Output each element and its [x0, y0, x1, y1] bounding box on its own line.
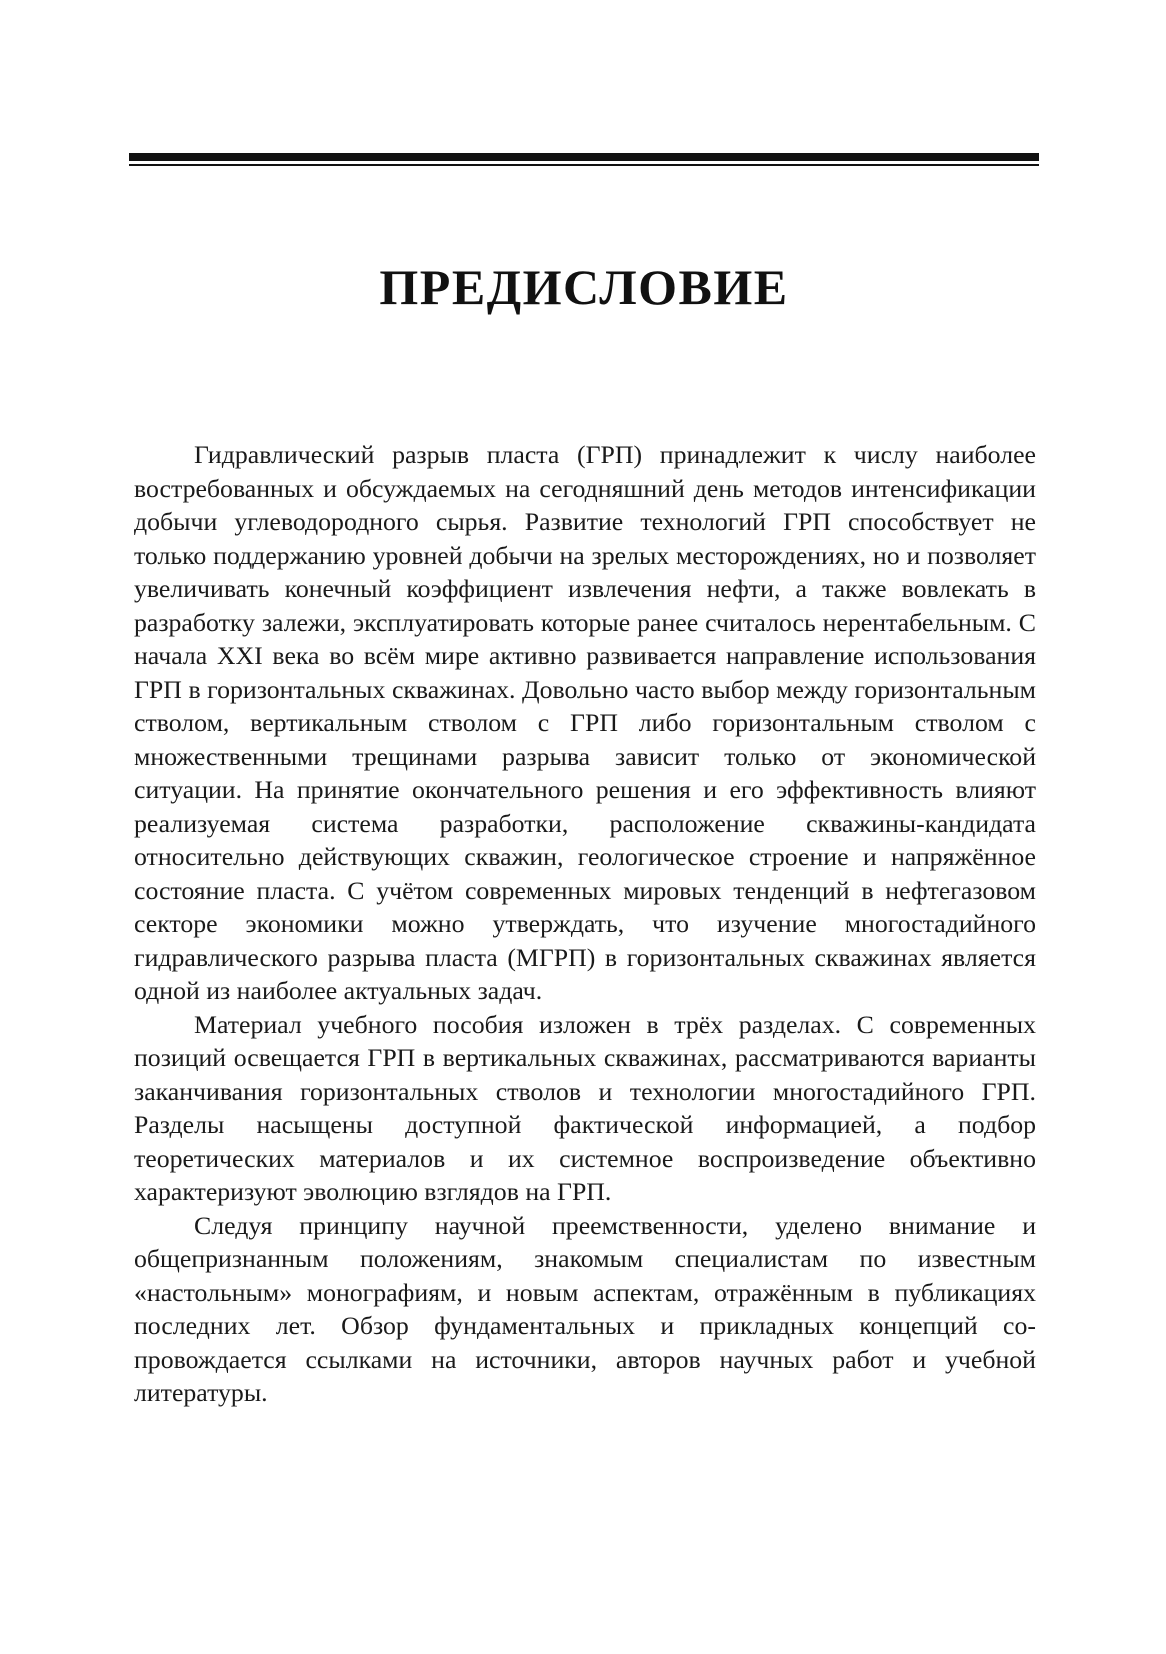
paragraph-3: Следуя принципу научной преемственности, уделено внимание и общепризнанным положениям, знакомым специалистам по известным «настольным» монографиям, и новым аспектам, отражённым в публикациях последних лет. Обзор фундаментальных и прикладных концепций сопровождается ссылками на источники, авторов научных работ и учебной литературы.: [134, 1210, 1036, 1407]
header-rule-thick: [129, 153, 1039, 161]
paragraph-2: Материал учебного пособия изложен в трёх разделах. С современных позиций освещается ГРП в вертикальных скважинах, рассматриваются варианты заканчивания горизонтальных стволов и технологии многостадийного ГРП. Разделы насыщены доступной фактической информацией, а подбор теоретических материалов и их системное воспроизведение объективно характеризуют эволюцию взглядов на ГРП.: [134, 1009, 1036, 1206]
header-rule-thin: [129, 164, 1039, 166]
body-text: [134, 438, 1036, 1410]
paragraph-1: Гидравлический разрыв пласта (ГРП) принадлежит к числу наиболее востребованных и обсуждаемых на сегодняшний день методов интенсификации добычи углеводородного сырья. Развитие технологий ГРП способствует не только поддержанию уровней добычи на зрелых месторождениях, но и позволяет увеличивать конечный коэффициент извлечения нефти, а также вовлекать в разработку залежи, эксплуатировать которые ранее считалось нерентабельным. С начала XXI века во всём мире активно развивается направление использования ГРП в горизонтальных скважинах. Довольно часто выбор между горизонтальным стволом, вертикальным стволом с ГРП либо горизонтальным стволом с множественными трещинами разрыва зависит только от экономической ситуации. На принятие окончательного решения и его эффективность влияют реализуемая система разработки, расположение скважины-кандидата относительно действующих скважин, геологическое строение и напряжённое состояние пласта. С учётом современных мировых тенденций в нефтегазовом секторе экономики можно утверждать, что изучение многостадийного гидравлического разрыва пласта (МГРП) в горизонтальных скважинах является одной из наиболее актуальных задач.: [134, 440, 1036, 1005]
page-title: ПРЕДИСЛОВИЕ: [379, 259, 789, 315]
